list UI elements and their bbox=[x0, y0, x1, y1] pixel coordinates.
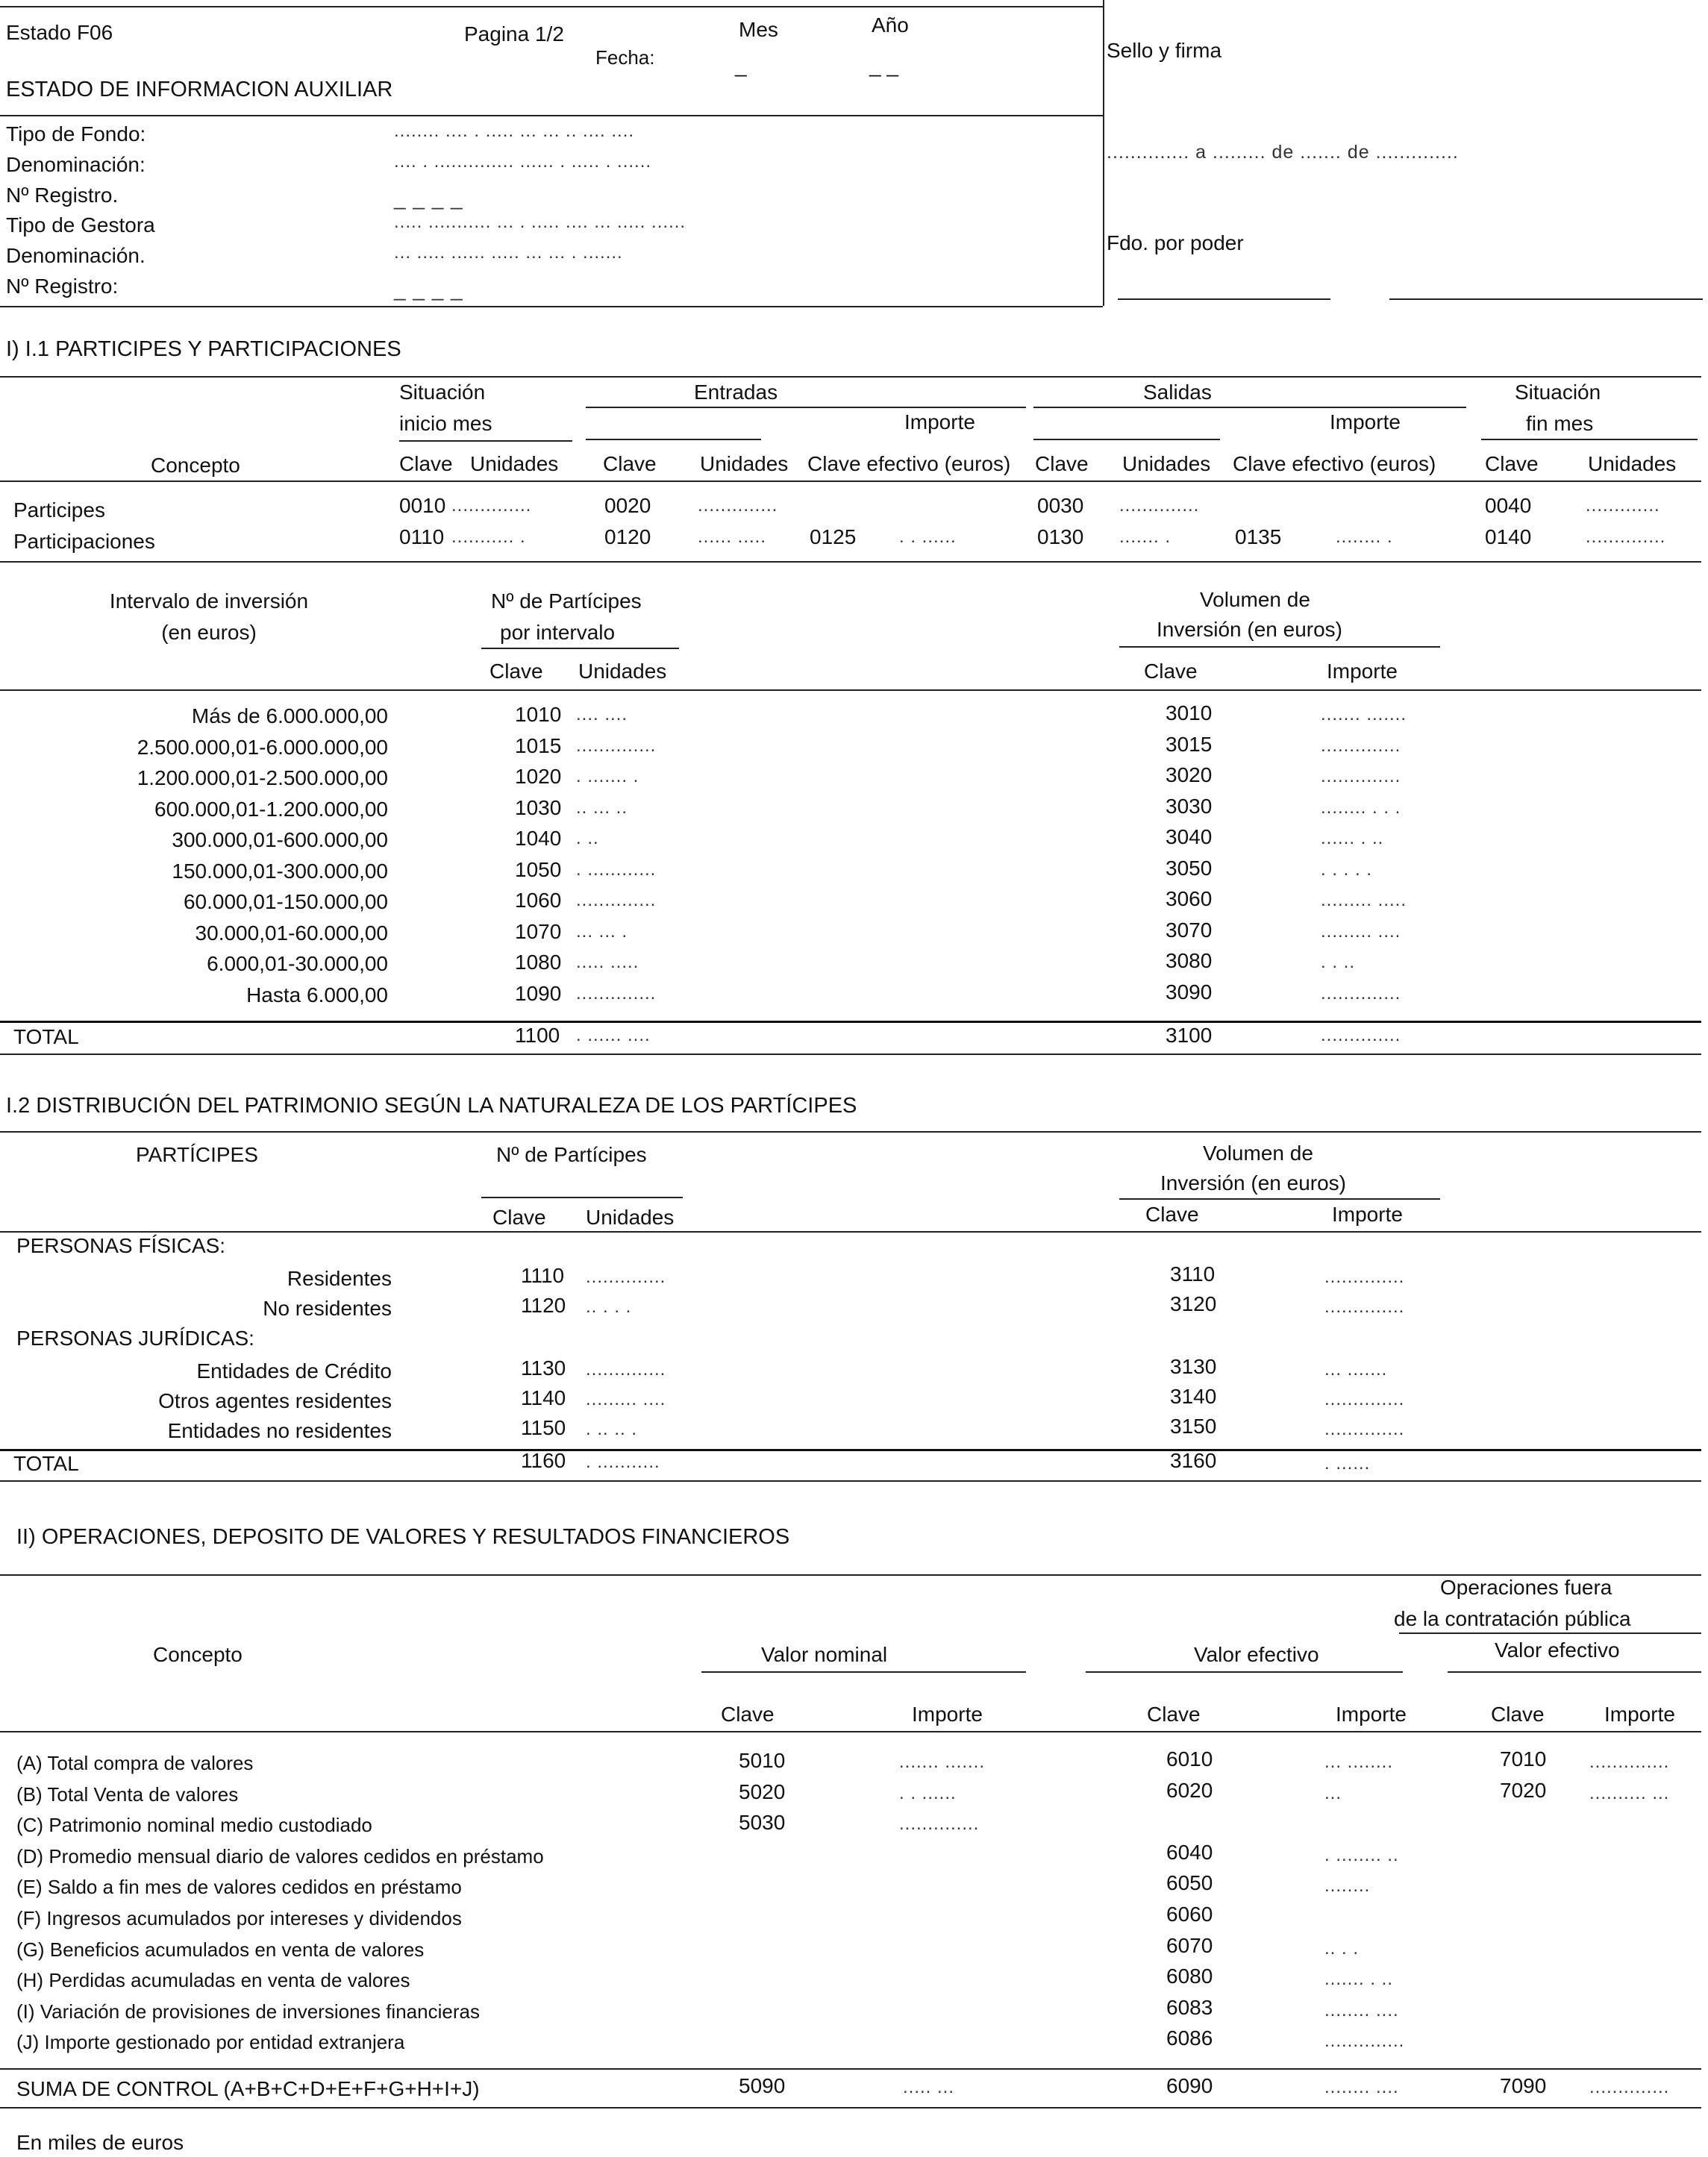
operation-label: (H) Perdidas acumuladas en venta de valores bbox=[16, 1969, 410, 1992]
key-code: 6070 bbox=[1166, 1933, 1213, 1957]
key-code: 6083 bbox=[1166, 1995, 1213, 2019]
col-header: Unidades bbox=[1588, 452, 1677, 475]
value-field[interactable]: .............. bbox=[1321, 766, 1401, 786]
value-field[interactable]: . ............ bbox=[576, 859, 657, 880]
value-field[interactable]: .. . . bbox=[1324, 1938, 1360, 1959]
key-code: 1150 bbox=[521, 1416, 566, 1439]
key-code: 6090 bbox=[1166, 2074, 1213, 2097]
value-field[interactable]: ........ . bbox=[1336, 527, 1393, 547]
col-header: por intervalo bbox=[500, 621, 616, 644]
key-code: 3090 bbox=[1166, 980, 1213, 1004]
interval-label: Más de 6.000.000,00 bbox=[191, 704, 388, 727]
col-header: Situación bbox=[1515, 381, 1601, 404]
key-code: 3150 bbox=[1170, 1415, 1217, 1438]
value-field[interactable]: ..... ... bbox=[903, 2077, 955, 2097]
key-code: 3120 bbox=[1170, 1292, 1217, 1315]
col-header: Clave bbox=[1145, 1203, 1199, 1226]
col-header: Valor nominal bbox=[761, 1643, 888, 1666]
key-code: 3020 bbox=[1166, 763, 1213, 786]
key-code: 6080 bbox=[1166, 1965, 1213, 1988]
value-field[interactable]: ...... ..... bbox=[698, 527, 767, 547]
participant-type-label: No residentes bbox=[263, 1297, 392, 1320]
value-field[interactable]: ........ .... bbox=[1324, 2077, 1399, 2097]
key-code: 1050 bbox=[515, 857, 562, 881]
col-header: Valor efectivo bbox=[1495, 1638, 1620, 1662]
key-code: 6040 bbox=[1166, 1840, 1213, 1864]
col-header: Inversión (en euros) bbox=[1157, 618, 1343, 641]
row-label: Participaciones bbox=[13, 530, 155, 553]
col-header: Clave bbox=[1144, 660, 1198, 683]
suma-control-label: SUMA DE CONTROL (A+B+C+D+E+F+G+H+I+J) bbox=[16, 2077, 480, 2100]
value-field[interactable]: . . ...... bbox=[899, 527, 957, 547]
value-field[interactable]: .............. bbox=[1589, 1752, 1670, 1772]
key-code: 0040 bbox=[1485, 494, 1532, 517]
key-code: 0130 bbox=[1037, 525, 1084, 548]
key-code: 1060 bbox=[515, 889, 562, 912]
col-header: inicio mes bbox=[399, 412, 492, 435]
key-code: 1010 bbox=[515, 703, 562, 726]
value-field[interactable]: .............. bbox=[1324, 2031, 1405, 2052]
field-value[interactable]: _ _ _ _ bbox=[394, 278, 463, 301]
col-header: Importe bbox=[1327, 660, 1398, 683]
field-label: Denominación. bbox=[6, 244, 146, 267]
col-header: de la contratación pública bbox=[1394, 1607, 1631, 1630]
key-code: 3130 bbox=[1170, 1355, 1217, 1378]
value-field[interactable]: .............. bbox=[1324, 1419, 1405, 1439]
value-field[interactable]: .... .... bbox=[576, 704, 628, 724]
field-label: Tipo de Gestora bbox=[6, 213, 155, 237]
value-field[interactable]: .............. bbox=[1324, 1267, 1405, 1287]
col-header: Clave efectivo (euros) bbox=[807, 452, 1011, 475]
key-code: 1040 bbox=[515, 827, 562, 850]
key-code: 0030 bbox=[1037, 494, 1084, 517]
key-code: 7020 bbox=[1500, 1778, 1547, 1802]
key-code: 1110 bbox=[521, 1264, 565, 1287]
value-field[interactable]: .............. bbox=[1589, 2077, 1670, 2097]
interval-label: 150.000,01-300.000,00 bbox=[172, 859, 388, 883]
key-code: 3100 bbox=[1166, 1024, 1213, 1047]
key-code: 7010 bbox=[1500, 1747, 1547, 1771]
key-code: 0020 bbox=[604, 494, 651, 517]
value-field[interactable]: .............. bbox=[586, 1267, 666, 1287]
key-code: 5020 bbox=[739, 1779, 786, 1803]
interval-label: 30.000,01-60.000,00 bbox=[195, 921, 388, 945]
col-header: Importe bbox=[1330, 410, 1401, 433]
col-header: Valor efectivo bbox=[1194, 1643, 1319, 1666]
section-title: I) I.1 PARTICIPES Y PARTICIPACIONES bbox=[6, 337, 401, 361]
key-code: 1080 bbox=[515, 951, 562, 974]
key-code: 6050 bbox=[1166, 1871, 1213, 1895]
value-field[interactable]: ............. bbox=[1586, 495, 1660, 516]
key-code: 6060 bbox=[1166, 1903, 1213, 1926]
key-code: 1015 bbox=[515, 733, 562, 757]
col-header: Unidades bbox=[700, 452, 789, 475]
col-header: Importe bbox=[912, 1703, 983, 1726]
section-title: II) OPERACIONES, DEPOSITO DE VALORES Y RESULTADOS FINANCIEROS bbox=[16, 1525, 790, 1549]
col-header: Intervalo de inversión bbox=[109, 589, 309, 613]
value-field[interactable]: ... bbox=[1324, 1782, 1342, 1803]
value-field[interactable]: ........ . . . bbox=[1321, 797, 1401, 818]
key-code: 3010 bbox=[1166, 701, 1213, 724]
key-code: 6086 bbox=[1166, 2026, 1213, 2050]
field-label: Nº Registro: bbox=[6, 275, 119, 298]
total-label: TOTAL bbox=[13, 1452, 79, 1475]
participant-type-label: Entidades de Crédito bbox=[196, 1359, 392, 1383]
key-code: 3050 bbox=[1166, 856, 1213, 880]
value-field[interactable]: . ....... . bbox=[576, 766, 639, 786]
col-header: Unidades bbox=[586, 1206, 675, 1229]
value-field[interactable]: . ........ .. bbox=[1324, 1844, 1399, 1865]
value-field[interactable]: .............. bbox=[1586, 527, 1666, 547]
operation-label: (D) Promedio mensual diario de valores cedidos en préstamo bbox=[16, 1844, 544, 1868]
col-header: Clave bbox=[1147, 1703, 1201, 1726]
operation-label: (E) Saldo a fin mes de valores cedidos en préstamo bbox=[16, 1876, 462, 1899]
interval-label: 300.000,01-600.000,00 bbox=[172, 828, 388, 851]
col-header: Salidas bbox=[1143, 381, 1212, 404]
anio-label: Año bbox=[872, 13, 909, 37]
col-header: fin mes bbox=[1526, 412, 1594, 435]
field-value[interactable]: ..... ........... ... . ..... .... ... ..... ...... bbox=[394, 212, 686, 232]
value-field[interactable]: . . ...... bbox=[899, 1782, 957, 1803]
value-field[interactable]: ....... ....... bbox=[1321, 704, 1407, 724]
col-header: Clave bbox=[489, 660, 543, 683]
value-field[interactable]: .............. bbox=[576, 890, 657, 910]
col-header: (en euros) bbox=[161, 621, 257, 644]
interval-label: 1.200.000,01-2.500.000,00 bbox=[137, 766, 388, 789]
key-code: 1090 bbox=[515, 981, 562, 1005]
value-field[interactable]: . ........... bbox=[586, 1452, 660, 1472]
value-field[interactable]: ........ .... bbox=[1324, 2000, 1399, 2020]
col-header: Clave bbox=[1491, 1703, 1545, 1726]
key-code: 6020 bbox=[1166, 1778, 1213, 1802]
key-code: 1100 bbox=[515, 1024, 560, 1047]
key-code: 1030 bbox=[515, 795, 562, 819]
col-header: Concepto bbox=[153, 1643, 243, 1666]
value-field[interactable]: . .. bbox=[576, 828, 599, 848]
col-header: Clave bbox=[721, 1703, 775, 1726]
value-field[interactable]: . ...... .... bbox=[576, 1025, 651, 1045]
group-label: PERSONAS JURÍDICAS: bbox=[16, 1327, 254, 1350]
key-code: 3030 bbox=[1166, 794, 1213, 818]
key-code: 5090 bbox=[739, 2074, 786, 2097]
interval-label: Hasta 6.000,00 bbox=[246, 983, 388, 1007]
col-header: Clave bbox=[603, 452, 657, 475]
value-field[interactable]: ....... . .. bbox=[1324, 1969, 1394, 1990]
group-label: PERSONAS FÍSICAS: bbox=[16, 1234, 226, 1257]
field-label: Nº Registro. bbox=[6, 184, 119, 207]
fecha-firma: .............. a ......... de ....... de .............. bbox=[1107, 142, 1459, 163]
interval-label: 600.000,01-1.200.000,00 bbox=[154, 797, 388, 821]
field-value[interactable]: ........ .... . ..... ... ... .. .... .... bbox=[394, 121, 635, 141]
value-field[interactable]: ........... . bbox=[451, 527, 526, 547]
col-header: Importe bbox=[1336, 1703, 1407, 1726]
key-code: 0120 bbox=[604, 525, 651, 548]
value-field[interactable]: . ...... bbox=[1324, 1453, 1371, 1474]
value-field[interactable]: .............. bbox=[451, 495, 532, 516]
key-code: 1140 bbox=[521, 1386, 566, 1409]
operation-label: (C) Patrimonio nominal medio custodiado bbox=[16, 1814, 372, 1837]
col-header: Importe bbox=[1604, 1703, 1675, 1726]
units-footnote: En miles de euros bbox=[16, 2131, 184, 2154]
participant-type-label: Otros agentes residentes bbox=[158, 1389, 392, 1412]
page-number: Pagina 1/2 bbox=[464, 22, 564, 46]
fecha-label: Fecha: bbox=[595, 46, 655, 69]
col-header: Inversión (en euros) bbox=[1160, 1171, 1347, 1195]
key-code: 0140 bbox=[1485, 525, 1532, 548]
col-header: Clave bbox=[492, 1206, 546, 1229]
col-header: Unidades bbox=[1122, 452, 1211, 475]
value-field[interactable]: .............. bbox=[1324, 1389, 1405, 1409]
col-header: Clave efectivo (euros) bbox=[1233, 452, 1436, 475]
key-code: 3110 bbox=[1170, 1262, 1216, 1286]
value-field[interactable]: ........ bbox=[1324, 1876, 1371, 1897]
value-field[interactable]: .. ... .. bbox=[576, 797, 628, 818]
col-header: Situación bbox=[399, 381, 486, 404]
value-field[interactable]: ... ... . bbox=[576, 921, 628, 942]
key-code: 0125 bbox=[810, 525, 857, 548]
interval-label: 60.000,01-150.000,00 bbox=[183, 890, 388, 913]
total-label: TOTAL bbox=[13, 1025, 79, 1048]
key-code: 3060 bbox=[1166, 887, 1213, 910]
value-field[interactable]: .............. bbox=[576, 983, 657, 1004]
value-field[interactable]: .............. bbox=[1321, 1025, 1401, 1045]
value-field[interactable]: ... ....... bbox=[1324, 1359, 1388, 1380]
key-code: 3040 bbox=[1166, 825, 1213, 848]
value-field[interactable]: . . . . . bbox=[1321, 859, 1373, 880]
key-code: 1120 bbox=[521, 1294, 566, 1317]
col-header: PARTÍCIPES bbox=[136, 1143, 258, 1166]
value-field[interactable]: ..... ..... bbox=[576, 952, 639, 972]
key-code: 5030 bbox=[739, 1811, 786, 1835]
key-code: 1160 bbox=[521, 1449, 566, 1472]
value-field[interactable]: .............. bbox=[698, 495, 778, 516]
key-code: 0135 bbox=[1235, 525, 1282, 548]
value-field[interactable]: . . .. bbox=[1321, 952, 1356, 972]
col-header: Concepto bbox=[151, 454, 240, 477]
col-header: Clave bbox=[399, 452, 453, 475]
col-header: Unidades bbox=[470, 452, 559, 475]
key-code: 3015 bbox=[1166, 732, 1213, 756]
field-value[interactable]: ... ..... ...... ..... ... ... . ....... bbox=[394, 242, 623, 263]
value-field[interactable]: .............. bbox=[899, 1814, 980, 1835]
value-field[interactable]: ... ........ bbox=[1324, 1752, 1394, 1772]
value-field[interactable]: .............. bbox=[1324, 1297, 1405, 1317]
value-field[interactable]: .. . . . bbox=[586, 1297, 632, 1317]
key-code: 3080 bbox=[1166, 949, 1213, 972]
key-code: 1070 bbox=[515, 919, 562, 943]
col-header: Volumen de bbox=[1203, 1142, 1313, 1165]
interval-label: 2.500.000,01-6.000.000,00 bbox=[137, 735, 388, 759]
value-field[interactable]: .............. bbox=[1321, 735, 1401, 756]
key-code: 1020 bbox=[515, 765, 562, 788]
operation-label: (G) Beneficios acumulados en venta de valores bbox=[16, 1938, 425, 1961]
mes-label: Mes bbox=[739, 18, 778, 41]
estado-code: Estado F06 bbox=[6, 21, 113, 44]
value-field[interactable]: .............. bbox=[1321, 983, 1401, 1004]
col-header: Importe bbox=[1332, 1203, 1403, 1226]
field-label: Denominación: bbox=[6, 153, 146, 176]
value-field[interactable]: ......... .... bbox=[1321, 921, 1401, 942]
key-code: 3140 bbox=[1170, 1385, 1217, 1408]
operation-label: (I) Variación de provisiones de inversiones financieras bbox=[16, 2000, 480, 2023]
participant-type-label: Entidades no residentes bbox=[167, 1419, 392, 1442]
key-code: 5010 bbox=[739, 1749, 786, 1772]
col-header: Entradas bbox=[694, 381, 778, 404]
value-field[interactable]: .......... ... bbox=[1589, 1782, 1670, 1803]
operation-label: (J) Importe gestionado por entidad extranjera bbox=[16, 2031, 405, 2054]
value-field[interactable]: . .. .. . bbox=[586, 1419, 638, 1439]
col-header: Nº de Partícipes bbox=[491, 589, 642, 613]
page-title: ESTADO DE INFORMACION AUXILIAR bbox=[6, 78, 393, 101]
col-header: Volumen de bbox=[1200, 588, 1310, 611]
interval-label: 6.000,01-30.000,00 bbox=[207, 952, 388, 975]
value-field[interactable]: ......... .... bbox=[586, 1389, 666, 1409]
key-code: 6010 bbox=[1166, 1747, 1213, 1771]
value-field[interactable]: ......... ..... bbox=[1321, 890, 1407, 910]
value-field[interactable]: ....... . bbox=[1119, 527, 1171, 547]
key-code: 0010 bbox=[399, 494, 446, 517]
value-field[interactable]: .............. bbox=[576, 735, 657, 756]
key-code: 7090 bbox=[1500, 2074, 1547, 2097]
sello-firma-label: Sello y firma bbox=[1107, 39, 1222, 62]
field-value[interactable]: .... . .............. ...... . ..... . ...... bbox=[394, 151, 652, 172]
value-field[interactable]: ...... . .. bbox=[1321, 828, 1384, 848]
col-header: Unidades bbox=[578, 660, 667, 683]
operation-label: (A) Total compra de valores bbox=[16, 1752, 254, 1774]
col-header: Clave bbox=[1485, 452, 1539, 475]
value-field[interactable]: .............. bbox=[1119, 495, 1200, 516]
operation-label: (B) Total Venta de valores bbox=[16, 1782, 239, 1806]
fdo-label: Fdo. por poder bbox=[1107, 231, 1244, 254]
field-value[interactable]: _ _ _ _ bbox=[394, 187, 463, 210]
field-label: Tipo de Fondo: bbox=[6, 122, 146, 145]
key-code: 3070 bbox=[1166, 918, 1213, 942]
col-header: Nº de Partícipes bbox=[496, 1143, 647, 1166]
col-header: Importe bbox=[904, 410, 975, 433]
row-label: Participes bbox=[13, 498, 105, 522]
participant-type-label: Residentes bbox=[287, 1267, 392, 1290]
section-title: I.2 DISTRIBUCIÓN DEL PATRIMONIO SEGÚN LA NATURALEZA DE LOS PARTÍCIPES bbox=[6, 1094, 857, 1118]
operation-label: (F) Ingresos acumulados por intereses y dividendos bbox=[16, 1907, 462, 1929]
key-code: 0110 bbox=[399, 525, 445, 548]
value-field[interactable]: ....... ....... bbox=[899, 1752, 986, 1772]
key-code: 1130 bbox=[521, 1356, 566, 1380]
key-code: 3160 bbox=[1170, 1449, 1217, 1472]
col-header: Clave bbox=[1035, 452, 1089, 475]
col-header: Operaciones fuera bbox=[1440, 1576, 1612, 1599]
value-field[interactable]: .............. bbox=[586, 1359, 666, 1380]
